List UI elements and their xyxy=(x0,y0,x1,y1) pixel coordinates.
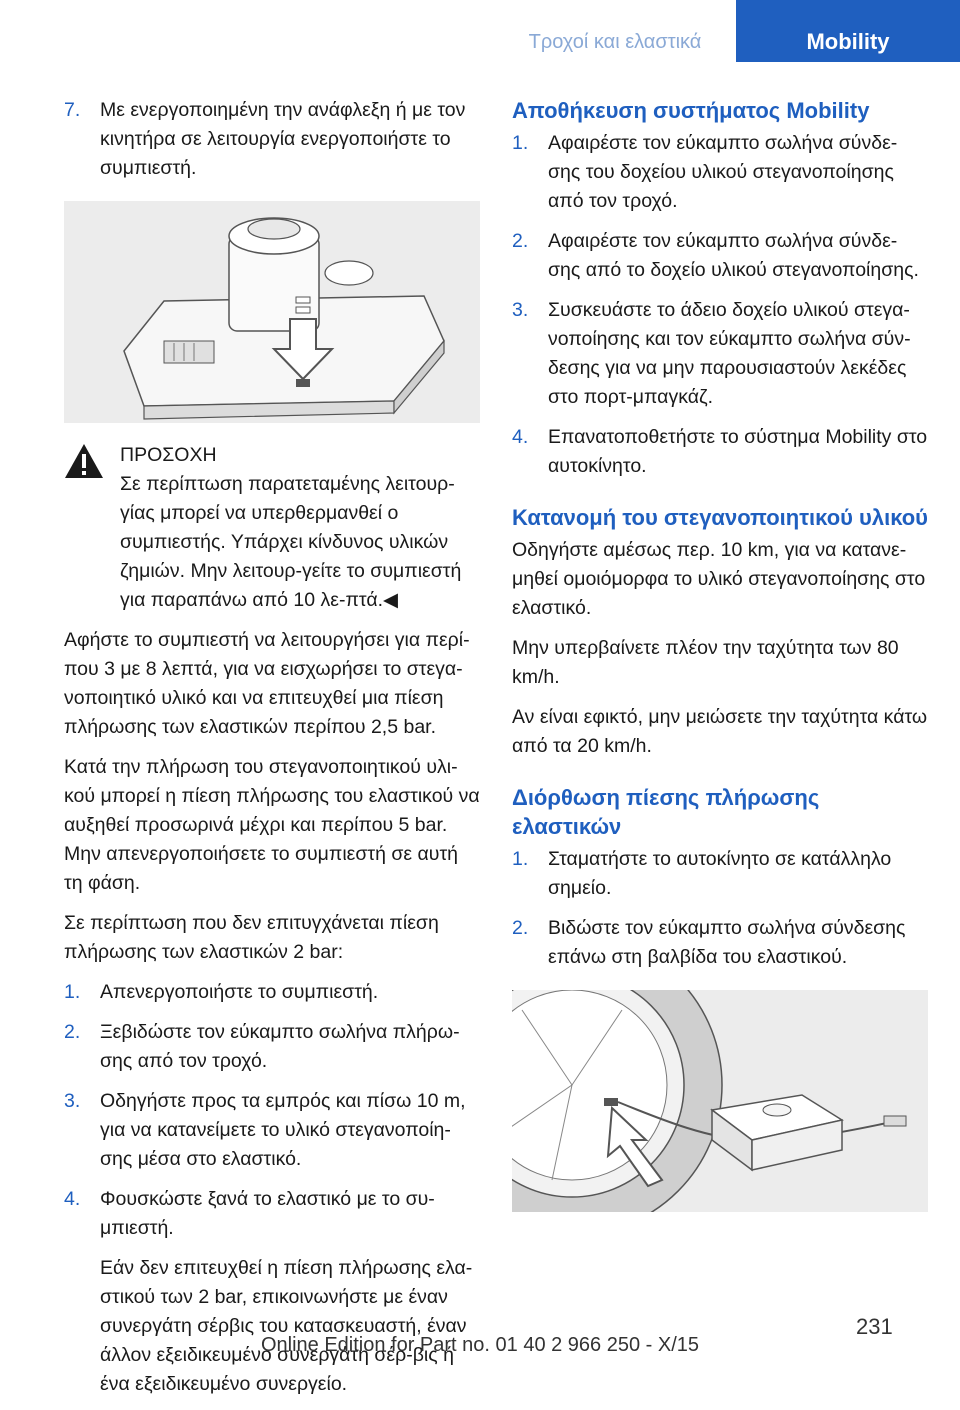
step-text: Με ενεργοποιημένη την ανάφλεξη ή με τον κινητήρα σε λειτουργία ενεργοποιήστε το συμπιεστή. xyxy=(100,99,466,179)
page-header xyxy=(0,0,960,62)
storage-step-3 xyxy=(512,296,928,412)
step-text: Φουσκώστε ξανά το ελαστικό με το συ‐μπιεστή. xyxy=(100,1188,435,1239)
correction-step-2 xyxy=(512,914,928,972)
storage-step-1 xyxy=(512,129,928,216)
compressor-drawing xyxy=(64,201,480,423)
chapter-tab: Mobility xyxy=(736,0,960,62)
step-number: 1. xyxy=(512,132,529,154)
step-number: 1. xyxy=(64,981,81,1003)
step-text: Απενεργοποιήστε το συμπιεστή. xyxy=(100,981,379,1003)
tire-compressor-drawing xyxy=(512,990,928,1212)
step-number: 1. xyxy=(512,848,529,870)
heading-storage: Αποθήκευση συστήματος Mobility xyxy=(512,98,870,123)
step-number: 2. xyxy=(64,1021,81,1043)
step-text: Ξεβιδώστε τον εύκαμπτο σωλήνα πλήρω‐σης από τον τροχό. xyxy=(100,1021,460,1072)
heading-distribution: Κατανομή του στεγανοποιητικού υλικού xyxy=(512,505,928,530)
step-number: 2. xyxy=(512,917,529,939)
step-number: 3. xyxy=(64,1090,81,1112)
left-column xyxy=(64,96,480,1410)
step-3 xyxy=(64,1087,480,1174)
step-subtext: Εάν δεν επιτευχθεί η πίεση πλήρωσης ελα‐στικού των 2 bar, επικοινωνήστε με έναν συνεργάτη σέρβις του κατασκευαστή, έναν άλλον εξειδικευμένο συνεργάτη σέρ‐βις ή ένα εξειδικευμένο συνεργείο. xyxy=(100,1257,473,1395)
step-7 xyxy=(64,96,480,183)
step-text: Αφαιρέστε τον εύκαμπτο σωλήνα σύνδε‐σης από το δοχείο υλικού στεγανοποίησης. xyxy=(548,230,919,281)
warning-title: ΠΡΟΣΟΧΗ xyxy=(120,444,217,466)
tire-valve-illustration xyxy=(512,990,928,1212)
step-text: Επανατοποθετήστε το σύστημα Mobility στο αυτοκίνητο. xyxy=(548,426,928,477)
footer-edition: Online Edition for Part no. 01 40 2 966 250 - X/15 xyxy=(260,1334,700,1356)
step-number: 4. xyxy=(64,1188,81,1210)
storage-step-2 xyxy=(512,227,928,285)
paragraph: Αν είναι εφικτό, μην μειώσετε την ταχύτητα κάτω από τα 20 km/h. xyxy=(512,706,928,757)
step-text: Σταματήστε το αυτοκίνητο σε κατάλληλο σημείο. xyxy=(548,848,892,899)
paragraph: Οδηγήστε αμέσως περ. 10 km, για να κατανε‐μηθεί ομοιόμορφα το υλικό στεγανοποίησης στο ελαστικό. xyxy=(512,539,926,619)
step-number: 2. xyxy=(512,230,529,252)
step-number: 3. xyxy=(512,299,529,321)
paragraph: Μην υπερβαίνετε πλέον την ταχύτητα των 80 km/h. xyxy=(512,637,899,688)
section-title: Τροχοί και ελαστικά xyxy=(528,31,702,53)
step-number: 4. xyxy=(512,426,529,448)
warning-text: Σε περίπτωση παρατεταμένης λειτουρ‐γίας μπορεί να υπερθερμανθεί ο συμπιεστής. Υπάρχει κίνδυνος υλικών ζημιών. Μην λειτουρ‐γείτε το συμπιεστή για παραπάνω από 10 λε‐πτά.◀ xyxy=(120,473,462,611)
step-4 xyxy=(64,1185,480,1399)
heading-correction: Διόρθωση πίεσης πλήρωσης ελαστικών xyxy=(512,785,820,839)
warning-triangle-icon xyxy=(64,443,104,479)
page-number: 231 xyxy=(856,1314,893,1339)
storage-step-4 xyxy=(512,423,928,481)
step-text: Βιδώστε τον εύκαμπτο σωλήνα σύνδεσης επάνω στη βαλβίδα του ελαστικού. xyxy=(548,917,906,968)
step-number: 7. xyxy=(64,99,81,121)
step-text: Συσκευάστε το άδειο δοχείο υλικού στεγα‐νοποίησης και τον εύκαμπτο σωλήνα σύν‐δεσης για να μην παρουσιαστούν λεκέδες στο πορτ-μπαγκάζ. xyxy=(548,299,911,408)
right-column xyxy=(512,96,928,1212)
step-2 xyxy=(64,1018,480,1076)
step-text: Οδηγήστε προς τα εμπρός και πίσω 10 m, για να κατανείμετε το υλικό στεγανοποίη‐σης μέσα στο ελαστικό. xyxy=(100,1090,466,1170)
paragraph: Σε περίπτωση που δεν επιτυγχάνεται πίεση πλήρωσης των ελαστικών 2 bar: xyxy=(64,912,439,963)
step-text: Αφαιρέστε τον εύκαμπτο σωλήνα σύνδε‐σης του δοχείου υλικού στεγανοποίησης από τον τροχό. xyxy=(548,132,898,212)
step-1 xyxy=(64,978,480,1007)
compressor-illustration xyxy=(64,201,480,423)
paragraph: Αφήστε το συμπιεστή να λειτουργήσει για περί‐που 3 με 8 λεπτά, για να εισχωρήσει το στεγα‐νοποιητικό υλικό και να επιτευχθεί μια πίεση πλήρωσης των ελαστικών περίπου 2,5 bar. xyxy=(64,629,470,738)
correction-step-1 xyxy=(512,845,928,903)
warning-box xyxy=(64,441,480,615)
paragraph: Κατά την πλήρωση του στεγανοποιητικού υλι‐κού μπορεί η πίεση πλήρωσης του ελαστικού να αυξηθεί προσωρινά μέχρι και περίπου 5 bar. Μην απενεργοποιήσετε το συμπιεστή σε αυτή τη φάση. xyxy=(64,756,480,894)
